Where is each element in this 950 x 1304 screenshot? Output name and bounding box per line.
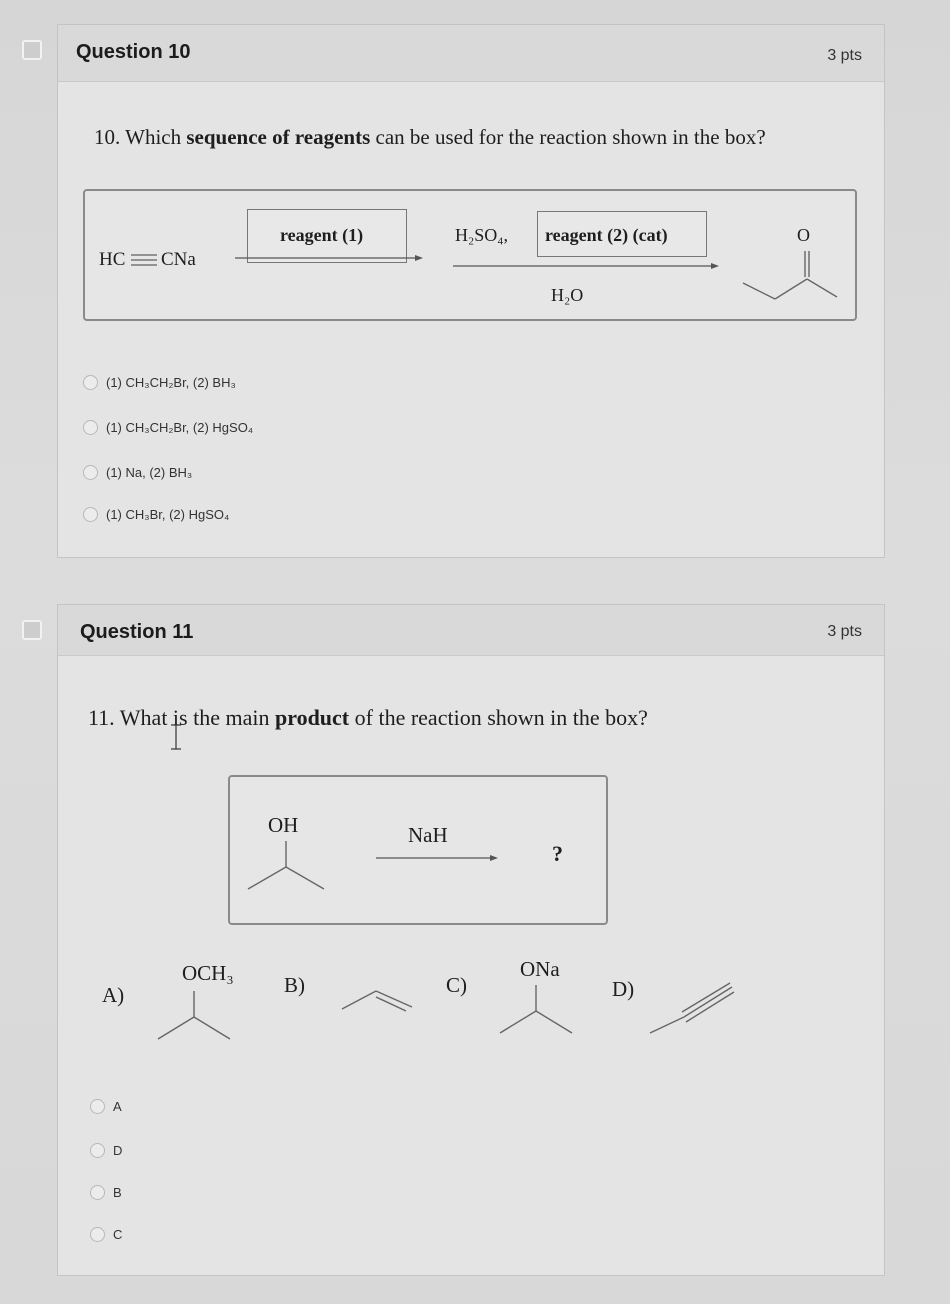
q11-option-d[interactable] — [90, 1143, 122, 1158]
question-11-reaction-box — [228, 775, 608, 925]
choice-a-structure — [154, 989, 244, 1049]
radio-icon[interactable] — [90, 1143, 105, 1158]
radio-icon[interactable] — [83, 465, 98, 480]
q11-option-c[interactable] — [90, 1227, 122, 1242]
text-cursor-icon — [170, 723, 182, 751]
choice-b-structure — [340, 983, 420, 1023]
radio-icon[interactable] — [90, 1227, 105, 1242]
choice-b-label: B) — [284, 973, 305, 997]
question-10-title: Question 10 — [76, 41, 191, 63]
reagent-2-label: reagent (2) (cat) — [545, 225, 668, 245]
question-10-prompt-pre: 10. Which — [94, 125, 187, 149]
q10-option-3-label: (1) Na, (2) BH₃ — [106, 465, 193, 480]
reagent-water: H₂O — [551, 285, 584, 305]
question-10-prompt-post: can be used for the reaction shown in the box? — [370, 125, 766, 149]
q11-option-a-label: A — [113, 1099, 122, 1114]
q11-option-b-label: B — [113, 1185, 122, 1200]
reactant-oh: OH — [268, 813, 299, 837]
ketone-oxygen: O — [797, 225, 810, 245]
choice-c-group: ONa — [520, 957, 560, 981]
q11-option-a[interactable] — [90, 1099, 122, 1114]
reagent-1-label: reagent (1) — [280, 225, 364, 245]
question-10-points: 3 pts — [827, 47, 862, 64]
reaction-arrow-3 — [376, 853, 502, 863]
choice-d-structure — [648, 983, 738, 1043]
reagent-h2so4: H₂SO₄, — [455, 225, 509, 245]
q11-option-d-label: D — [113, 1143, 123, 1158]
reactant-hc: HC — [99, 249, 126, 270]
question-10-prompt-bold: sequence of reagents — [186, 125, 371, 149]
question-11-prompt-pre: 11. What is the main — [88, 705, 275, 730]
question-11-prompt-post: of the reaction shown in the box? — [349, 705, 648, 730]
radio-icon[interactable] — [90, 1185, 105, 1200]
choice-a-group: OCH₃ — [182, 961, 234, 985]
q10-option-4[interactable] — [83, 507, 229, 522]
question-11-points: 3 pts — [827, 623, 862, 640]
reaction-arrow-2 — [453, 261, 721, 271]
q10-option-2[interactable] — [83, 420, 253, 435]
question-10-card — [57, 24, 885, 558]
q10-option-1[interactable] — [83, 375, 236, 390]
q10-option-3[interactable] — [83, 465, 192, 480]
q10-option-2-label: (1) CH₃CH₂Br, (2) HgSO₄ — [106, 420, 254, 435]
flag-question-10-icon[interactable] — [22, 40, 42, 60]
triple-bond — [129, 249, 159, 271]
flag-question-11-icon[interactable] — [22, 620, 42, 640]
reaction-arrow-1 — [235, 253, 425, 263]
q10-option-4-label: (1) CH₃Br, (2) HgSO₄ — [106, 507, 230, 522]
radio-icon[interactable] — [83, 507, 98, 522]
reagent-nah: NaH — [408, 823, 448, 847]
radio-icon[interactable] — [90, 1099, 105, 1114]
reactant-cna: CNa — [161, 249, 196, 270]
choice-a-label: A) — [102, 983, 125, 1007]
q11-option-b[interactable] — [90, 1185, 122, 1200]
choice-c-structure — [496, 983, 586, 1043]
question-11-prompt-bold: product — [274, 705, 350, 730]
question-10-reaction-box — [83, 189, 857, 321]
question-11-card — [57, 604, 885, 1276]
product-unknown: ? — [552, 841, 563, 866]
isopropanol-structure — [240, 837, 340, 897]
ketone-structure — [735, 247, 845, 307]
choice-c-label: C) — [446, 973, 467, 997]
question-10-prompt — [94, 125, 766, 150]
q11-option-c-label: C — [113, 1227, 123, 1242]
choice-d-label: D) — [612, 977, 635, 1001]
q10-option-1-label: (1) CH₃CH₂Br, (2) BH₃ — [106, 375, 236, 390]
radio-icon[interactable] — [83, 420, 98, 435]
radio-icon[interactable] — [83, 375, 98, 390]
question-11-title: Question 11 — [80, 621, 194, 643]
